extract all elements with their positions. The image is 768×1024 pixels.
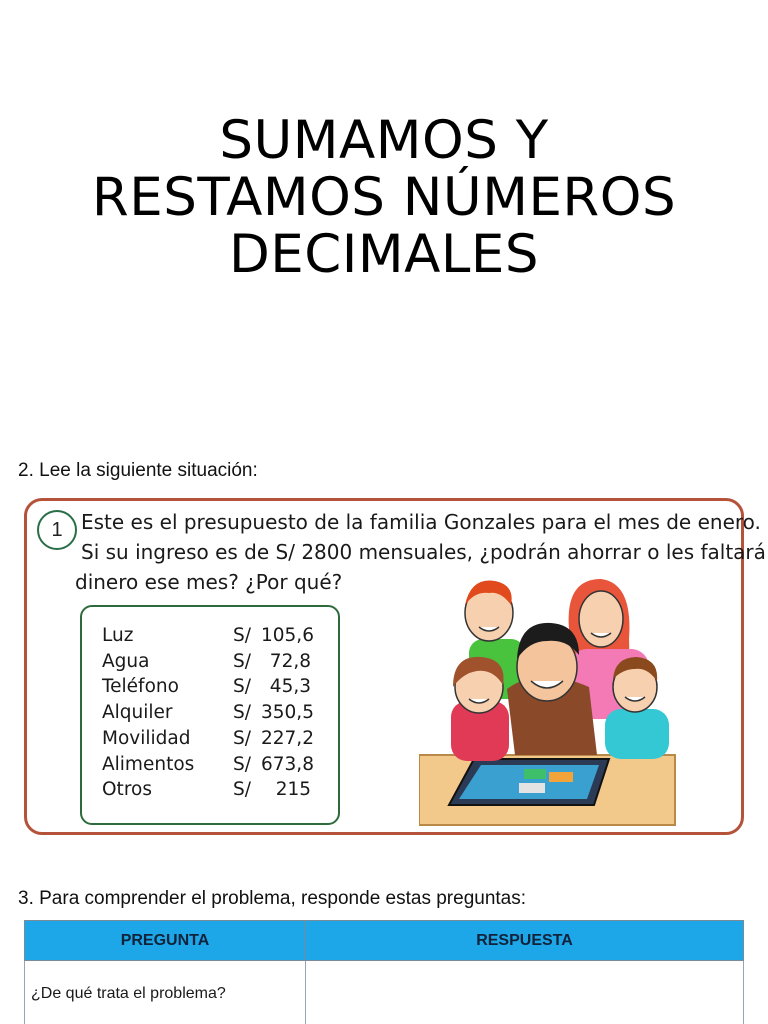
budget-item: Agua xyxy=(102,650,150,672)
problem-line-2: Si su ingreso es de S/ 2800 mensuales, ¿podrán ahorrar o les faltará xyxy=(81,540,766,564)
budget-currency: S/ xyxy=(233,779,251,801)
step-3-instruction: 3. Para comprender el problema, responde estas preguntas: xyxy=(18,888,527,909)
budget-amount: 227,2 xyxy=(261,727,314,749)
budget-item: Movilidad xyxy=(102,727,191,749)
header-pregunta: PREGUNTA xyxy=(25,921,306,961)
budget-row xyxy=(102,752,338,778)
budget-amount: 72,8 xyxy=(269,650,311,672)
title-line-2: RESTAMOS NÚMEROS xyxy=(91,167,677,228)
budget-item: Otros xyxy=(102,779,152,801)
problem-line-1: Este es el presupuesto de la familia Gonzales para el mes de enero. xyxy=(81,510,761,534)
header-respuesta: RESPUESTA xyxy=(306,921,744,961)
budget-currency: S/ xyxy=(233,702,251,724)
slide-title xyxy=(60,112,708,283)
budget-currency: S/ xyxy=(233,625,251,646)
problem-number: 1 xyxy=(37,510,77,550)
budget-amount: 45,3 xyxy=(269,676,311,698)
budget-item: Teléfono xyxy=(102,676,179,698)
budget-amount: 350,5 xyxy=(261,702,314,724)
budget-item: Luz xyxy=(102,625,134,646)
budget-row xyxy=(102,623,338,649)
budget-row xyxy=(102,674,338,700)
problem-box xyxy=(24,498,766,835)
budget-currency: S/ xyxy=(233,650,251,672)
family-tablet-illustration xyxy=(419,569,679,831)
budget-currency: S/ xyxy=(233,676,251,698)
title-line-3: DECIMALES xyxy=(228,224,540,285)
answer-cell[interactable] xyxy=(306,961,744,1024)
budget-amount: 673,8 xyxy=(261,753,314,775)
budget-item: Alimentos xyxy=(102,753,195,775)
budget-row xyxy=(102,777,338,803)
budget-row xyxy=(102,700,338,726)
question-cell: ¿De qué trata el problema? xyxy=(25,961,306,1024)
table-row xyxy=(25,961,744,1024)
budget-currency: S/ xyxy=(233,753,251,775)
table-header-row xyxy=(25,921,744,961)
budget-currency: S/ xyxy=(233,727,251,749)
budget-item: Alquiler xyxy=(102,702,173,724)
questions-table xyxy=(24,920,744,1024)
step-2-instruction: 2. Lee la siguiente situación: xyxy=(18,460,258,481)
budget-row xyxy=(102,649,338,675)
budget-amount: 215 xyxy=(275,779,311,801)
budget-amount: 105,6 xyxy=(261,625,314,646)
title-line-1: SUMAMOS Y xyxy=(219,110,549,171)
budget-row xyxy=(102,726,338,752)
problem-line-3: dinero ese mes? ¿Por qué? xyxy=(75,570,343,594)
budget-list xyxy=(80,605,340,825)
